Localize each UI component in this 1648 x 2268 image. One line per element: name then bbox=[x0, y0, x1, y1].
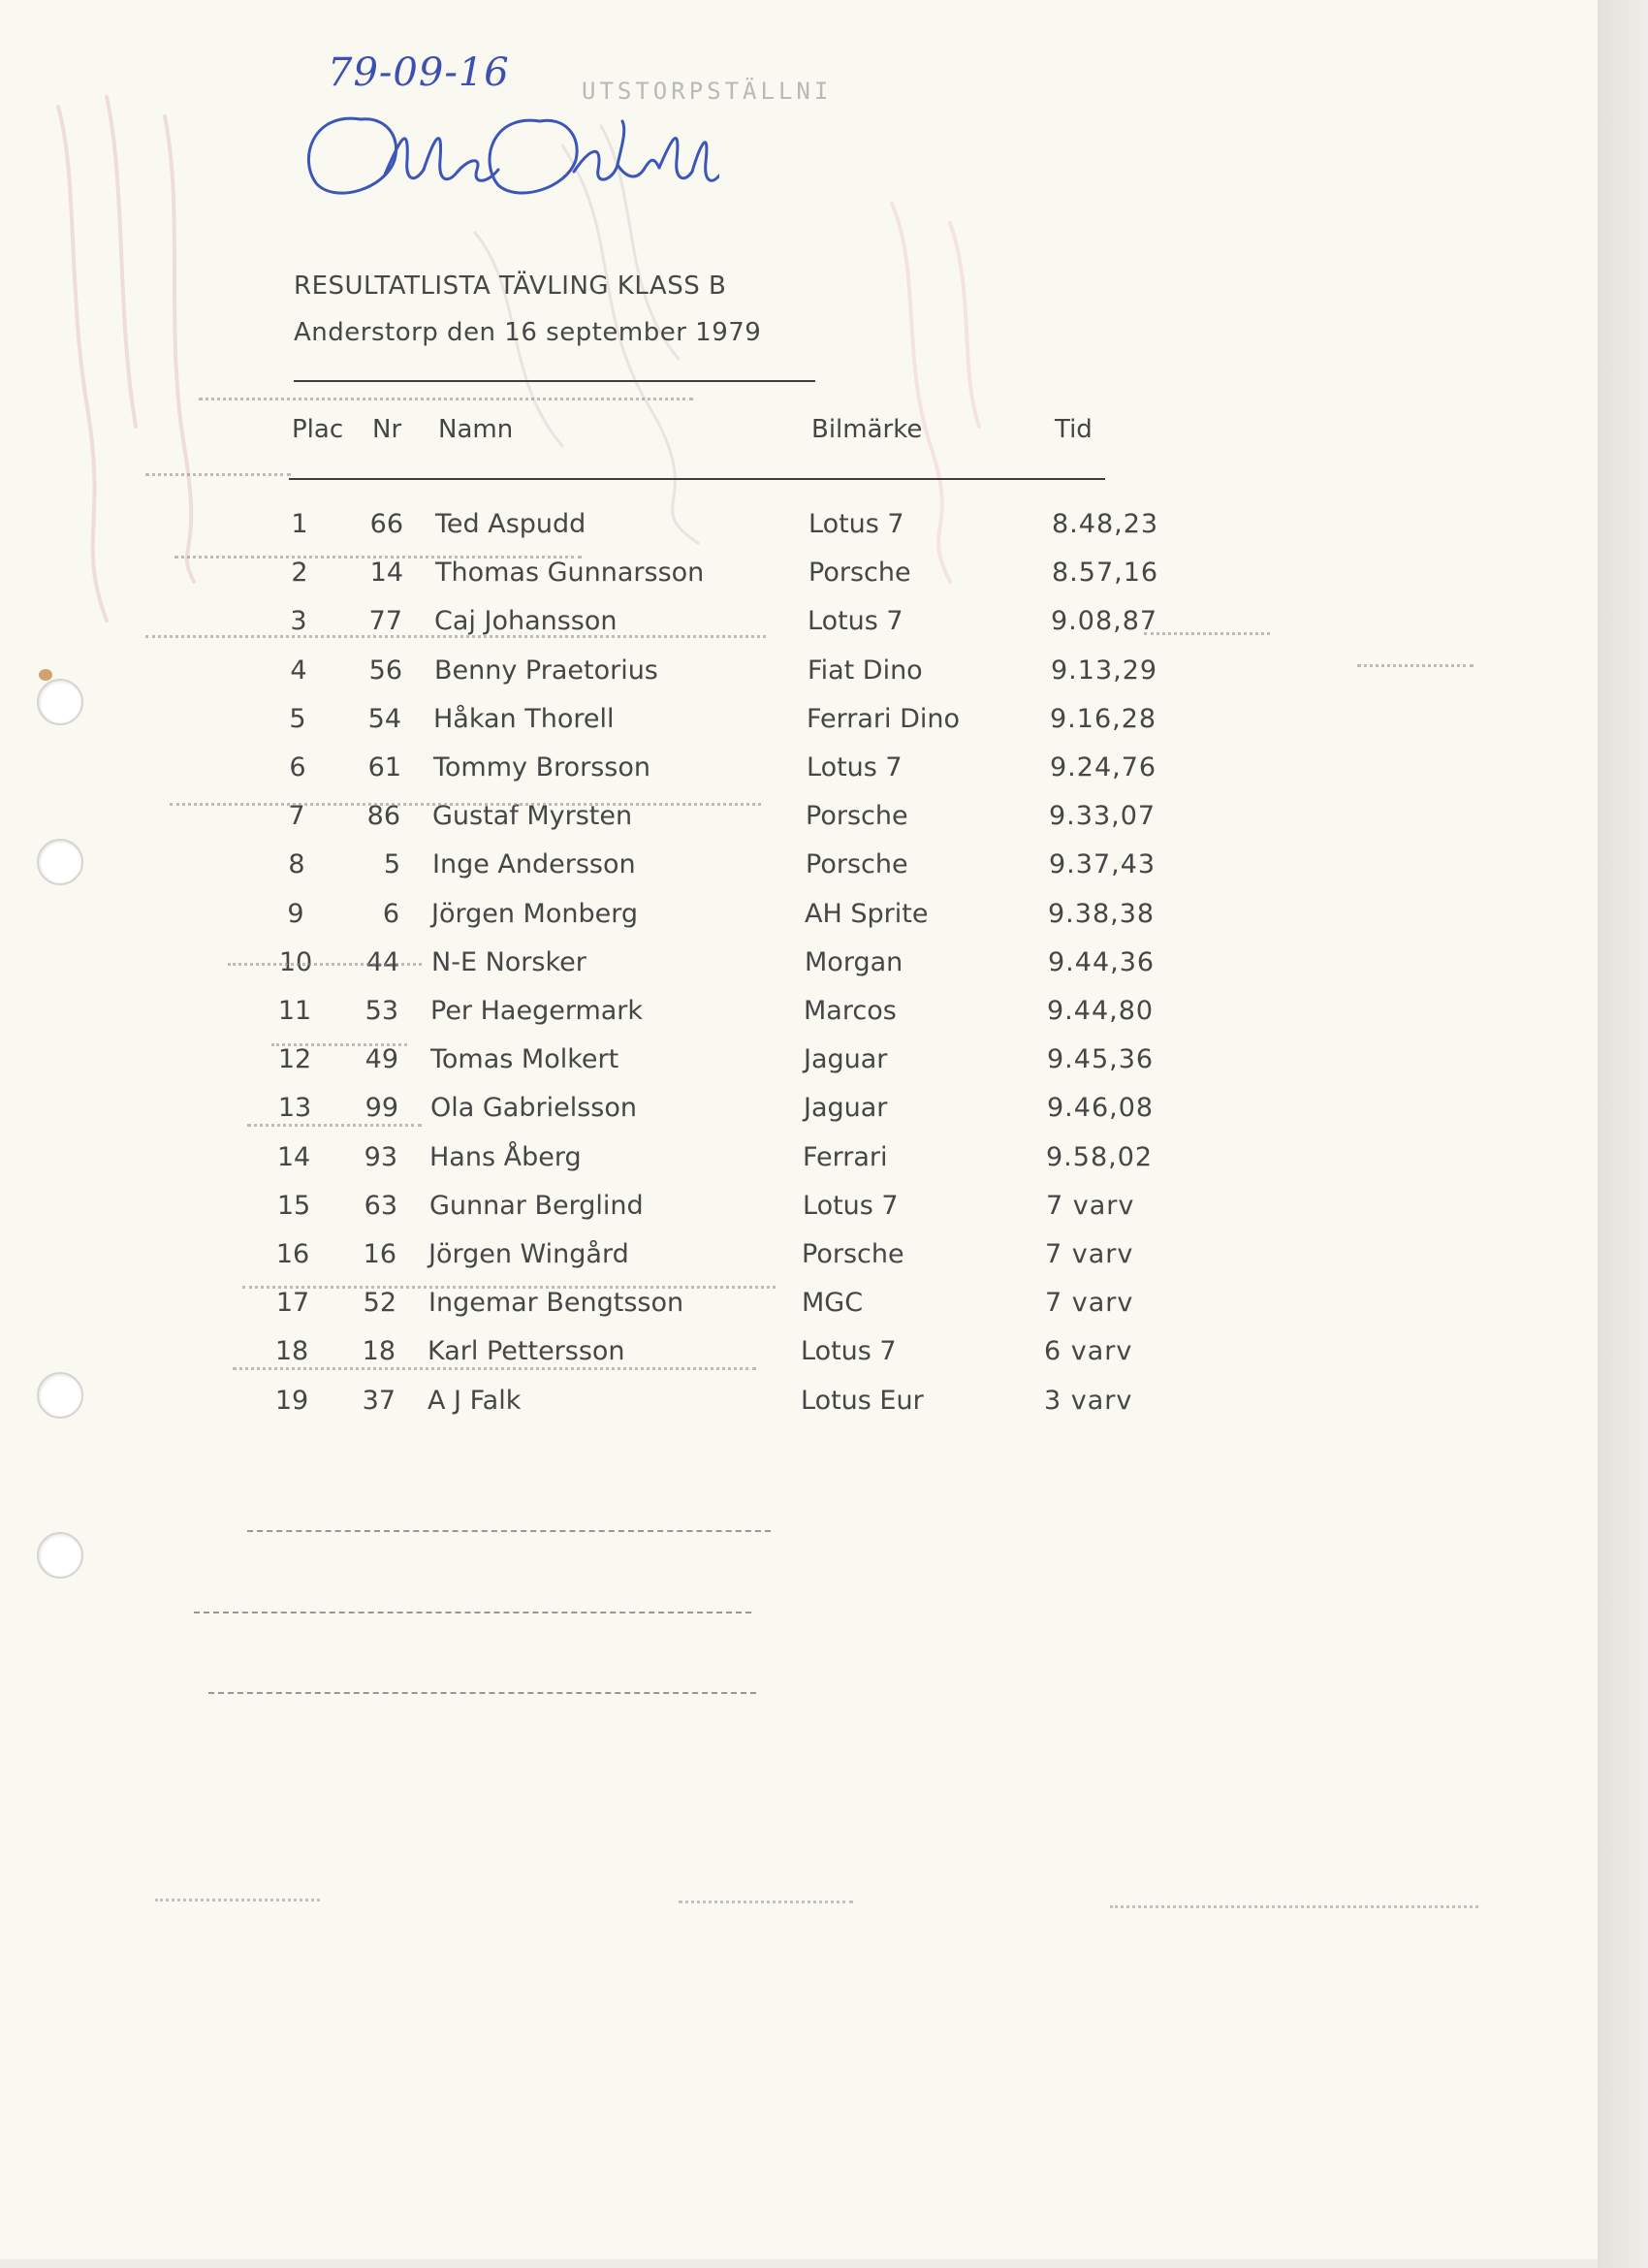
cell-bilmarke: Porsche bbox=[802, 1239, 904, 1269]
column-header-tid: Tid bbox=[1055, 415, 1093, 444]
cell-bilmarke: Lotus 7 bbox=[803, 1190, 899, 1221]
cell-namn: Inge Andersson bbox=[432, 849, 636, 880]
dotted-guide bbox=[242, 1286, 776, 1289]
cell-nr: 99 bbox=[364, 1093, 398, 1124]
dotted-guide bbox=[145, 635, 766, 638]
table-row bbox=[0, 947, 1260, 986]
cell-tid: 8.57,16 bbox=[1052, 558, 1159, 589]
cell-nr: 37 bbox=[362, 1385, 396, 1416]
cell-tid: 7 varv bbox=[1045, 1239, 1134, 1269]
column-header-bilmarke: Bilmärke bbox=[811, 415, 923, 444]
cell-namn: N-E Norsker bbox=[431, 946, 586, 977]
dotted-guide bbox=[174, 556, 582, 559]
cell-bilmarke: AH Sprite bbox=[805, 898, 929, 929]
handwritten-date: 79-09-16 bbox=[328, 50, 510, 95]
cell-namn: Ted Aspudd bbox=[435, 509, 586, 539]
punch-hole bbox=[37, 1532, 83, 1579]
column-header-namn: Namn bbox=[438, 415, 514, 444]
dotted-guide bbox=[1110, 1905, 1478, 1908]
cell-nr: 56 bbox=[368, 655, 402, 686]
cell-plac: 12 bbox=[277, 1044, 312, 1075]
cell-tid: 9.44,36 bbox=[1048, 946, 1156, 977]
cell-plac: 9 bbox=[287, 898, 304, 929]
cell-bilmarke: Lotus 7 bbox=[808, 509, 904, 539]
table-row bbox=[0, 899, 1260, 938]
table-row bbox=[0, 509, 1260, 548]
cell-tid: 9.33,07 bbox=[1049, 801, 1157, 832]
column-header-nr: Nr bbox=[372, 415, 402, 444]
cell-tid: 3 varv bbox=[1044, 1385, 1133, 1416]
dotted-guide bbox=[679, 1901, 853, 1903]
cell-plac: 16 bbox=[275, 1239, 310, 1269]
dotted-guide bbox=[233, 1367, 756, 1370]
cell-tid: 9.45,36 bbox=[1047, 1044, 1155, 1075]
cell-bilmarke: Jaguar bbox=[804, 1093, 888, 1124]
title-underline bbox=[294, 380, 815, 382]
cell-nr: 6 bbox=[382, 898, 399, 929]
handwritten-signature bbox=[293, 102, 719, 208]
cell-plac: 11 bbox=[277, 996, 312, 1026]
cell-bilmarke: Fiat Dino bbox=[808, 655, 923, 686]
cell-tid: 9.44,80 bbox=[1047, 996, 1155, 1026]
cell-bilmarke: Ferrari Dino bbox=[807, 703, 961, 734]
cell-tid: 9.58,02 bbox=[1046, 1141, 1154, 1172]
cell-nr: 61 bbox=[367, 752, 401, 783]
blank-line bbox=[247, 1530, 771, 1532]
cell-tid: 9.38,38 bbox=[1048, 898, 1156, 929]
blank-line bbox=[208, 1692, 756, 1694]
cell-tid: 8.48,23 bbox=[1052, 509, 1159, 539]
cell-namn: Håkan Thorell bbox=[433, 703, 615, 734]
cell-bilmarke: MGC bbox=[802, 1288, 864, 1319]
cell-nr: 49 bbox=[364, 1044, 398, 1075]
cell-tid: 6 varv bbox=[1044, 1336, 1133, 1367]
cell-namn: Tommy Brorsson bbox=[433, 752, 651, 783]
table-row bbox=[0, 1288, 1260, 1326]
cell-tid: 9.13,29 bbox=[1051, 655, 1158, 686]
cell-tid: 9.24,76 bbox=[1050, 752, 1157, 783]
cell-namn: Jörgen Monberg bbox=[431, 898, 638, 929]
table-row bbox=[0, 558, 1260, 596]
cell-bilmarke: Ferrari bbox=[803, 1141, 888, 1172]
cell-bilmarke: Lotus 7 bbox=[808, 606, 903, 637]
table-row bbox=[0, 752, 1260, 791]
page-edge bbox=[1598, 0, 1648, 2268]
table-row bbox=[0, 606, 1260, 645]
cell-namn: Gustaf Myrsten bbox=[432, 801, 633, 832]
table-row bbox=[0, 1239, 1260, 1278]
table-row bbox=[0, 1191, 1260, 1230]
cell-bilmarke: Jaguar bbox=[804, 1044, 888, 1075]
cell-plac: 10 bbox=[278, 946, 313, 977]
cell-plac: 17 bbox=[275, 1288, 310, 1319]
cell-namn: Tomas Molkert bbox=[430, 1044, 619, 1075]
cell-plac: 6 bbox=[289, 752, 306, 783]
page-title: RESULTATLISTA TÄVLING KLASS B bbox=[294, 272, 727, 301]
cell-plac: 1 bbox=[291, 509, 308, 539]
table-row bbox=[0, 996, 1260, 1035]
cell-tid: 9.37,43 bbox=[1049, 849, 1157, 880]
table-row bbox=[0, 801, 1260, 840]
cell-nr: 44 bbox=[365, 946, 399, 977]
cell-plac: 4 bbox=[290, 655, 307, 686]
cell-plac: 15 bbox=[276, 1190, 311, 1221]
header-underline bbox=[289, 478, 1105, 480]
faint-header-text: UTSTORPSTÄLLNI bbox=[582, 78, 833, 105]
cell-bilmarke: Porsche bbox=[806, 801, 908, 832]
table-row bbox=[0, 1044, 1260, 1083]
cell-tid: 9.16,28 bbox=[1050, 703, 1157, 734]
cell-bilmarke: Lotus 7 bbox=[807, 752, 903, 783]
cell-nr: 93 bbox=[364, 1141, 397, 1172]
dotted-guide bbox=[1357, 664, 1474, 667]
dotted-guide bbox=[145, 473, 291, 476]
cell-plac: 18 bbox=[274, 1336, 309, 1367]
dotted-guide bbox=[271, 1043, 407, 1046]
table-row bbox=[0, 1386, 1260, 1424]
dotted-guide bbox=[1144, 632, 1270, 635]
dotted-guide bbox=[228, 963, 422, 966]
cell-namn: Per Haegermark bbox=[430, 996, 644, 1026]
cell-namn: Benny Praetorius bbox=[434, 655, 658, 686]
table-row bbox=[0, 849, 1260, 888]
cell-nr: 54 bbox=[367, 703, 401, 734]
cell-nr: 16 bbox=[363, 1239, 396, 1269]
cell-nr: 5 bbox=[383, 849, 400, 880]
cell-bilmarke: Porsche bbox=[808, 558, 911, 589]
cell-tid: 7 varv bbox=[1046, 1190, 1135, 1221]
cell-namn: Karl Pettersson bbox=[428, 1336, 625, 1367]
cell-bilmarke: Marcos bbox=[804, 996, 897, 1026]
cell-nr: 53 bbox=[364, 996, 398, 1026]
cell-plac: 14 bbox=[276, 1141, 311, 1172]
table-row bbox=[0, 1142, 1260, 1181]
cell-tid: 7 varv bbox=[1045, 1288, 1134, 1319]
cell-nr: 77 bbox=[368, 606, 402, 637]
dotted-guide bbox=[170, 803, 761, 806]
cell-bilmarke: Lotus Eur bbox=[801, 1385, 924, 1416]
cell-plac: 19 bbox=[274, 1385, 309, 1416]
cell-plac: 5 bbox=[289, 703, 306, 734]
cell-bilmarke: Morgan bbox=[805, 946, 903, 977]
cell-namn: Thomas Gunnarsson bbox=[435, 558, 705, 589]
cell-nr: 14 bbox=[369, 558, 403, 589]
cell-nr: 18 bbox=[362, 1336, 396, 1367]
cell-plac: 7 bbox=[288, 801, 305, 832]
cell-plac: 8 bbox=[288, 849, 305, 880]
column-header-plac: Plac bbox=[292, 415, 344, 444]
table-row bbox=[0, 1093, 1260, 1132]
dotted-guide bbox=[199, 398, 693, 400]
cell-nr: 66 bbox=[369, 509, 403, 539]
cell-tid: 9.46,08 bbox=[1047, 1093, 1155, 1124]
cell-plac: 13 bbox=[277, 1093, 312, 1124]
cell-nr: 86 bbox=[366, 801, 400, 832]
cell-namn: Hans Åberg bbox=[429, 1141, 582, 1172]
dotted-guide bbox=[247, 1124, 422, 1127]
cell-namn: A J Falk bbox=[428, 1385, 522, 1416]
cell-plac: 3 bbox=[290, 606, 307, 637]
table-row bbox=[0, 704, 1260, 743]
cell-namn: Ingemar Bengtsson bbox=[428, 1288, 684, 1319]
blank-line bbox=[194, 1612, 751, 1613]
cell-bilmarke: Lotus 7 bbox=[801, 1336, 897, 1367]
cell-namn: Ola Gabrielsson bbox=[430, 1093, 637, 1124]
page-subtitle: Anderstorp den 16 september 1979 bbox=[294, 318, 762, 347]
cell-namn: Jörgen Wingård bbox=[428, 1239, 629, 1269]
cell-nr: 63 bbox=[364, 1190, 397, 1221]
cell-tid: 9.08,87 bbox=[1051, 606, 1158, 637]
cell-namn: Caj Johansson bbox=[434, 606, 618, 637]
cell-nr: 52 bbox=[363, 1288, 396, 1319]
cell-bilmarke: Porsche bbox=[806, 849, 908, 880]
table-row bbox=[0, 655, 1260, 694]
cell-plac: 2 bbox=[291, 558, 308, 589]
dotted-guide bbox=[155, 1899, 320, 1901]
cell-namn: Gunnar Berglind bbox=[429, 1190, 644, 1221]
